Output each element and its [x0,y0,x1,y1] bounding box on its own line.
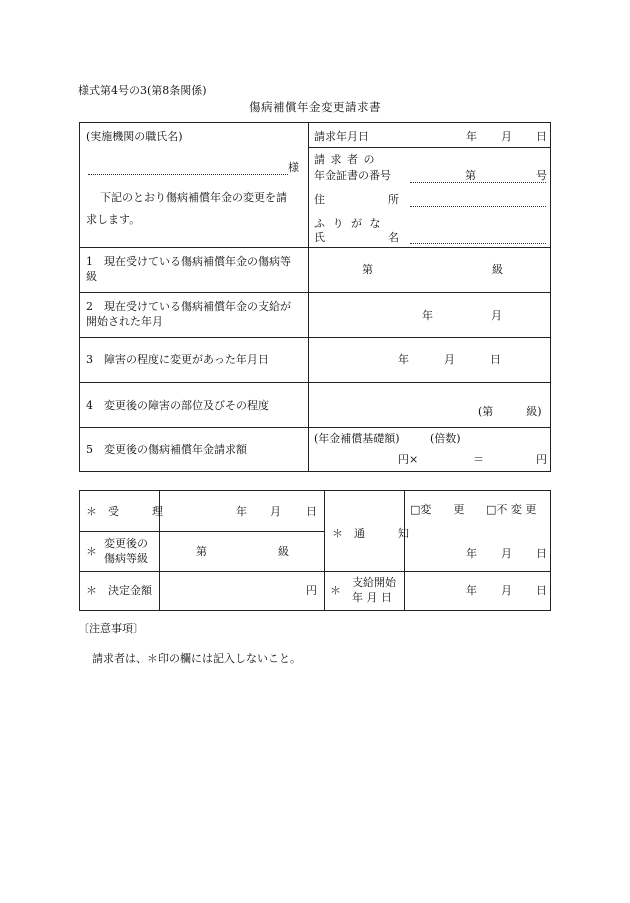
request-year-unit: 年 [466,130,477,143]
item-3-month: 月 [444,353,455,366]
office-grade-kyu: 級 [278,545,289,558]
item-2-month: 月 [491,309,502,322]
claimant-label-line2: 年金証書の番号 [314,169,391,182]
certificate-number-line[interactable] [410,182,546,183]
payment-month: 月 [501,584,512,597]
column-divider [404,491,405,610]
notice-year: 年 [466,547,477,560]
equals-sign: ＝ [473,453,484,466]
item-4-label: 4 変更後の障害の部位及びその程度 [86,399,269,412]
office-use-table [79,490,551,611]
row-divider [80,337,550,338]
receipt-month: 月 [270,505,281,518]
certificate-dai: 第 [465,169,476,182]
payment-day: 日 [536,584,547,597]
grade-asterisk: ＊ [86,545,97,558]
certificate-go: 号 [536,169,547,182]
request-text-line2: 求します。 [86,213,141,226]
request-text-line1: 下記のとおり傷病補償年金の変更を請 [100,191,287,204]
item-1-label-line2: 級 [86,270,97,283]
decided-amount-yen: 円 [306,584,317,597]
request-table [79,122,551,472]
request-day-unit: 日 [536,130,547,143]
item-3-day: 日 [490,353,501,366]
item-5-label: 5 変更後の傷病補償年金請求額 [86,443,247,456]
item-1-kyu: 級 [492,263,503,276]
row-divider [80,292,550,293]
item-1-label-line1: 1 現在受けている傷病補償年金の傷病等 [86,255,291,268]
item-3-year: 年 [398,353,409,366]
multiplier-label: (倍数) [430,432,461,445]
change-checkbox[interactable]: □変 更 [410,503,465,516]
row-divider [80,427,550,428]
row-divider [80,531,324,532]
agency-head-line[interactable] [88,174,288,175]
notice-month: 月 [501,547,512,560]
payment-asterisk: ＊ [330,584,341,597]
item-2-year: 年 [422,309,433,322]
name-label-right: 名 [388,231,399,244]
item-4-degree-suffix: (第 級) [478,405,542,418]
base-amount-label: (年金補償基礎額) [314,432,400,445]
receipt-label: ＊ 受 理 [86,505,163,518]
claimant-label-line1: 請 求 者 の [314,153,376,166]
row-divider [80,382,550,383]
item-2-label-line1: 2 現在受けている傷病補償年金の支給が [86,300,291,313]
column-divider [324,491,325,610]
office-grade-dai: 第 [196,545,207,558]
payment-year: 年 [466,584,477,597]
notice-label: ＊ 通 知 [332,527,409,540]
item-3-label: 3 障害の程度に変更があった年月日 [86,353,269,366]
name-label-left: 氏 [314,231,325,244]
receipt-day: 日 [306,505,317,518]
yen-times: 円× [398,453,419,466]
no-change-checkbox[interactable]: □不 変 更 [486,503,537,516]
notes-body: 請求者は、＊印の欄には記入しないこと。 [92,652,301,665]
row-divider [80,571,550,572]
notice-day: 日 [536,547,547,560]
grade-label-line1: 変更後の [104,537,148,550]
notes-heading: 〔注意事項〕 [78,622,144,635]
payment-label-line1: 支給開始 [352,576,396,589]
form-title: 傷病補償年金変更請求書 [249,100,381,114]
row-divider [80,247,550,248]
agency-head-label: (実施機関の職氏名) [86,130,183,143]
name-line[interactable] [410,243,546,244]
decided-amount-label: ＊ 決定金額 [86,584,152,597]
grade-label-line2: 傷病等級 [104,552,148,565]
address-label-right: 所 [388,193,399,206]
item-2-label-line2: 開始された年月 [86,315,163,328]
furigana-label: ふ り が な [314,217,383,230]
address-label-left: 住 [314,193,325,206]
form-number: 様式第4号の3(第8条関係) [78,84,207,97]
request-date-label: 請求年月日 [314,130,369,143]
sama-label: 様 [288,161,299,174]
receipt-year: 年 [236,505,247,518]
payment-label-line2: 年 月 日 [352,591,392,604]
request-month-unit: 月 [501,130,512,143]
item-1-dai: 第 [362,263,373,276]
row-divider [308,147,550,148]
address-line[interactable] [410,206,546,207]
column-divider [308,123,309,471]
yen-unit: 円 [536,453,547,466]
